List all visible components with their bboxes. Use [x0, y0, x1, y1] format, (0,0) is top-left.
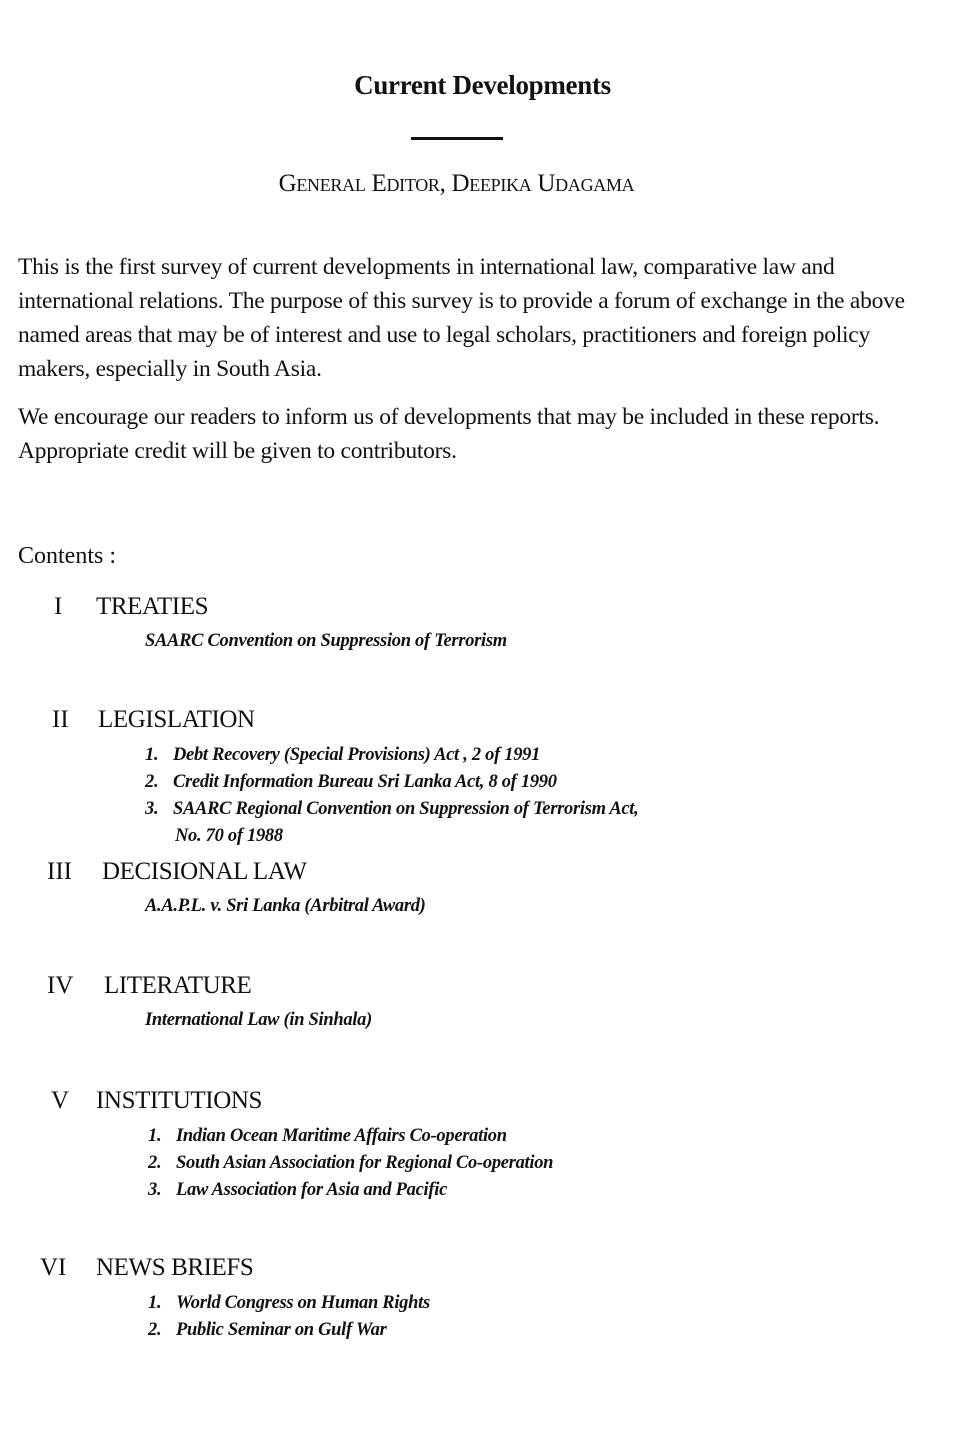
contents-section-treaties: [0, 593, 965, 655]
item-text: Debt Recovery (Special Provisions) Act , 2 of 1991: [173, 745, 541, 765]
section-item-list: [0, 1290, 965, 1344]
list-item: [145, 796, 965, 850]
list-item: [148, 1123, 965, 1150]
contents-section-legislation: [0, 706, 965, 850]
list-item: [148, 1317, 965, 1344]
item-text: Credit Information Bureau Sri Lanka Act, 8 of 1990: [173, 772, 557, 792]
contents-section-literature: [0, 972, 965, 1034]
section-title: LITERATURE: [104, 972, 252, 999]
section-numeral: V: [51, 1087, 70, 1114]
section-title: LEGISLATION: [98, 706, 255, 733]
section-numeral: VI: [40, 1254, 67, 1281]
section-numeral: I: [54, 593, 63, 620]
item-text: Public Seminar on Gulf War: [176, 1320, 387, 1340]
list-item: [148, 1290, 965, 1317]
section-numeral: II: [52, 706, 69, 733]
section-item-list: [0, 742, 965, 850]
item-number: 3.: [145, 799, 159, 819]
section-item-list: [0, 1123, 965, 1204]
item-text: Indian Ocean Maritime Affairs Co-operation: [176, 1126, 507, 1146]
item-number: 2.: [145, 772, 159, 792]
contents-section-decisional-law: [0, 858, 965, 920]
section-title: INSTITUTIONS: [96, 1087, 263, 1114]
section-entry: International Law (in Sinhala): [145, 1010, 372, 1030]
section-entry: SAARC Convention on Suppression of Terrorism: [145, 631, 507, 651]
item-text: World Congress on Human Rights: [176, 1293, 430, 1313]
intro-paragraph-1: This is the first survey of current developments in international law, comparative law and international relations. The purpose of this survey is to provide a forum of exchange in the above named areas that may be of interest and use to legal scholars, practitioners and foreign policy makers, especially in South Asia.: [18, 254, 905, 382]
page-title: Current Developments: [354, 70, 611, 100]
item-number: 1.: [148, 1126, 162, 1146]
item-text: South Asian Association for Regional Co-operation: [176, 1153, 554, 1173]
section-title: TREATIES: [96, 593, 209, 620]
contents-section-institutions: [0, 1087, 965, 1204]
item-number: 2.: [148, 1153, 162, 1173]
item-text: SAARC Regional Convention on Suppression of Terrorism Act,: [173, 799, 639, 819]
list-item: [148, 1177, 965, 1204]
item-number: 1.: [148, 1293, 162, 1313]
contents-section-news-briefs: [0, 1254, 965, 1344]
section-title: NEWS BRIEFS: [96, 1254, 254, 1281]
general-editor: General Editor, Deepika Udagama: [278, 170, 635, 197]
item-number: 1.: [145, 745, 159, 765]
section-numeral: III: [47, 858, 72, 885]
section-entry: A.A.P.L. v. Sri Lanka (Arbitral Award): [145, 896, 426, 916]
intro-paragraph-2: We encourage our readers to inform us of developments that may be included in these reports. Appropriate credit will be given to contributors.: [18, 404, 880, 464]
section-title: DECISIONAL LAW: [102, 858, 307, 885]
list-item: [145, 742, 965, 769]
contents-label: Contents :: [18, 543, 117, 569]
item-number: 3.: [148, 1180, 162, 1200]
item-text-continuation: No. 70 of 1988: [175, 826, 283, 846]
list-item: [145, 769, 965, 796]
section-numeral: IV: [47, 972, 74, 999]
list-item: [148, 1150, 965, 1177]
title-divider: [411, 137, 503, 140]
item-number: 2.: [148, 1320, 162, 1340]
item-text: Law Association for Asia and Pacific: [176, 1180, 447, 1200]
